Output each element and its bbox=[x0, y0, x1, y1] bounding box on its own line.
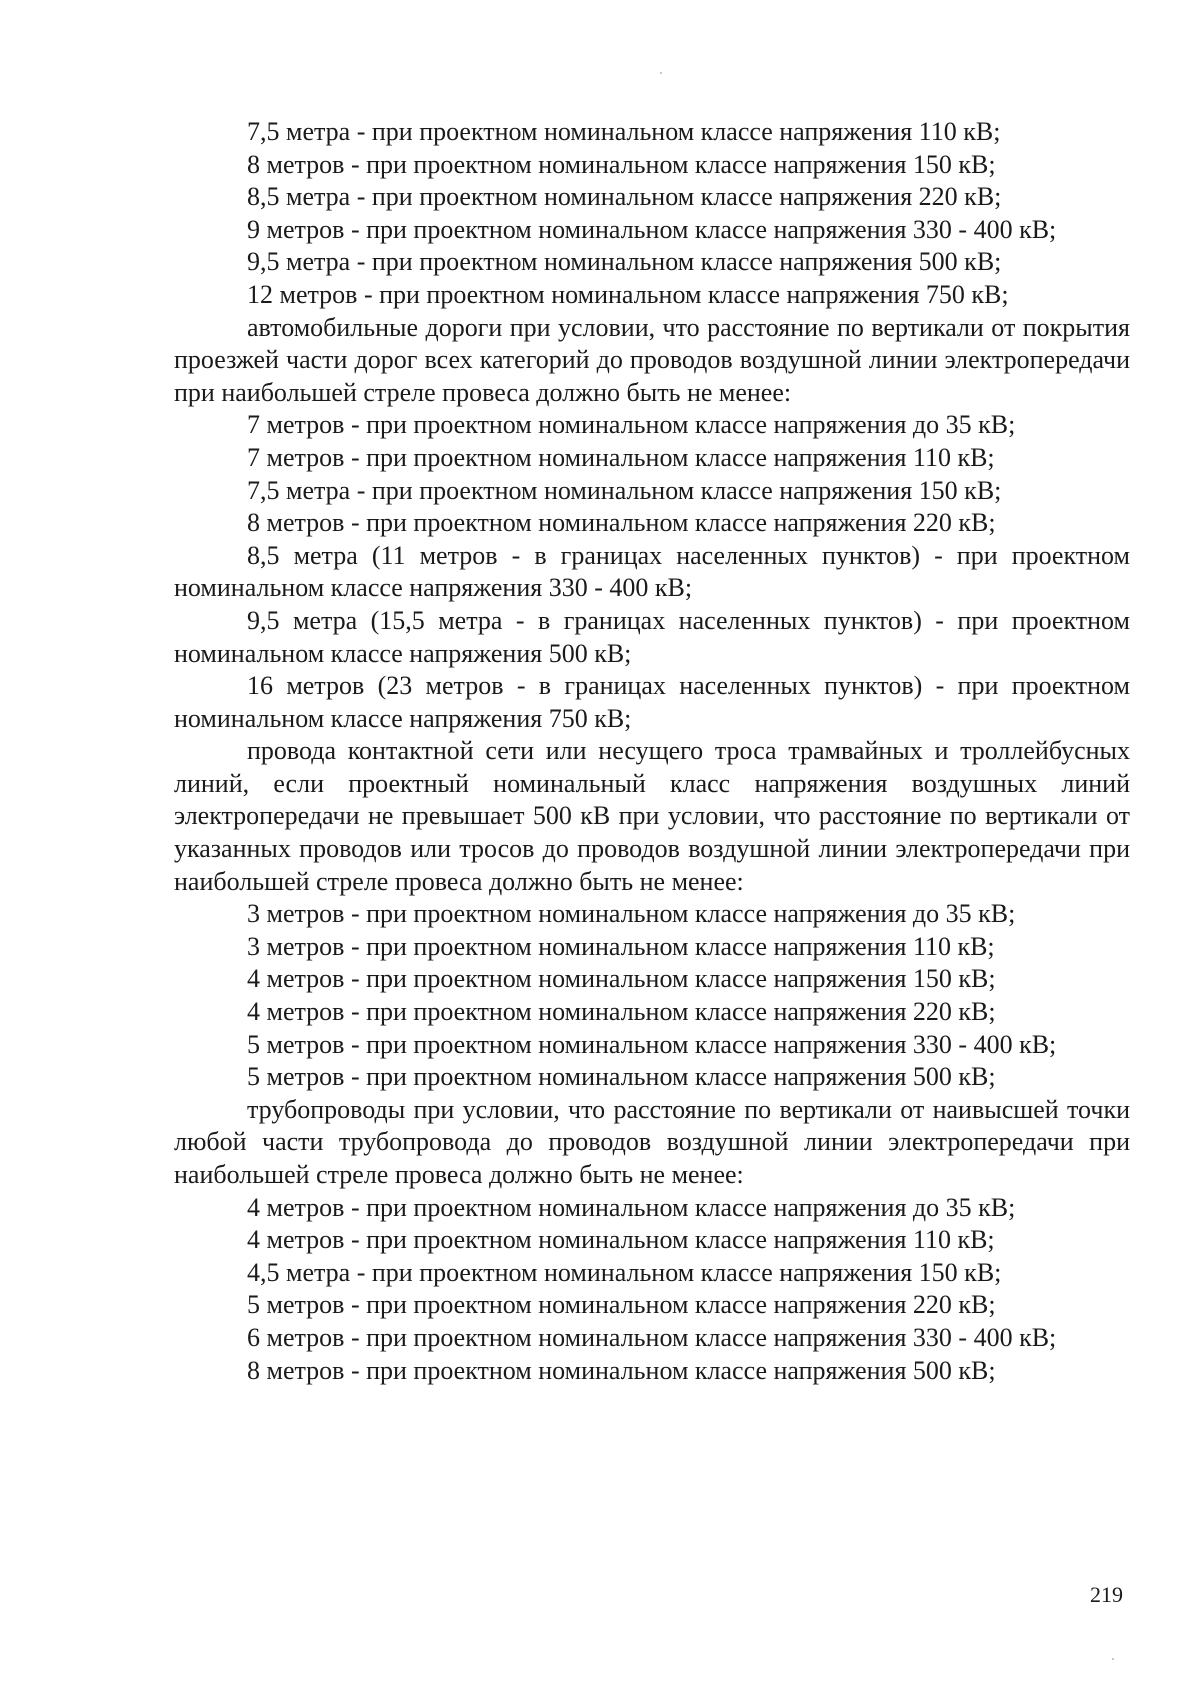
paragraph: 4,5 метра - при проектном номинальном классе напряжения 150 кВ; bbox=[247, 1257, 1002, 1287]
paragraph: 8,5 метра - при проектном номинальном классе напряжения 220 кВ; bbox=[247, 182, 1002, 212]
paragraph: 7,5 метра - при проектном номинальном классе напряжения 150 кВ; bbox=[247, 475, 1002, 505]
paragraph: 4 метров - при проектном номинальном классе напряжения 150 кВ; bbox=[247, 964, 996, 994]
paragraph: 5 метров - при проектном номинальном классе напряжения 220 кВ; bbox=[247, 1290, 996, 1320]
paragraph: провода контактной сети или несущего троса трамвайных и троллейбусных линий, если проектный номинальный класс напряжения воздушных линий электропередачи не превышает 500 кВ при условии, что расстояние по вертикали от указанных проводов или тросов до проводов воздушной линии электропередачи при наибольшей стреле провеса должно быть не менее: bbox=[174, 736, 1130, 896]
paragraph: трубопроводы при условии, что расстояние по вертикали от наивысшей точки любой части трубопровода до проводов воздушной линии электропередачи при наибольшей стреле провеса должно быть не менее: bbox=[174, 1094, 1130, 1189]
paragraph: 4 метров - при проектном номинальном классе напряжения до 35 кВ; bbox=[247, 1192, 1016, 1222]
paragraph: 3 метров - при проектном номинальном классе напряжения 110 кВ; bbox=[247, 931, 995, 961]
paragraph: 8,5 метра (11 метров - в границах населенных пунктов) - при проектном номинальном классе напряжения 330 - 400 кВ; bbox=[174, 540, 1130, 603]
paragraph: 8 метров - при проектном номинальном классе напряжения 500 кВ; bbox=[247, 1355, 996, 1385]
paragraph: автомобильные дороги при условии, что расстояние по вертикали от покрытия проезжей части дорог всех категорий до проводов воздушной линии электропередачи при наибольшей стреле провеса должно быть не менее: bbox=[174, 312, 1130, 407]
paragraph: 8 метров - при проектном номинальном классе напряжения 150 кВ; bbox=[247, 149, 996, 179]
paragraph: 9 метров - при проектном номинальном классе напряжения 330 - 400 кВ; bbox=[247, 214, 1057, 244]
paragraph: 12 метров - при проектном номинальном классе напряжения 750 кВ; bbox=[247, 279, 1009, 309]
scan-speck bbox=[660, 72, 662, 74]
paragraph: 9,5 метра (15,5 метра - в границах населенных пунктов) - при проектном номинальном классе напряжения 500 кВ; bbox=[174, 605, 1130, 668]
paragraph: 4 метров - при проектном номинальном классе напряжения 110 кВ; bbox=[247, 1225, 995, 1255]
paragraph: 5 метров - при проектном номинальном классе напряжения 500 кВ; bbox=[247, 1062, 996, 1092]
paragraph: 4 метров - при проектном номинальном классе напряжения 220 кВ; bbox=[247, 997, 996, 1027]
paragraph: 7,5 метра - при проектном номинальном классе напряжения 110 кВ; bbox=[247, 117, 1001, 146]
document-body bbox=[174, 116, 1130, 1387]
scan-speck bbox=[1112, 1658, 1114, 1660]
paragraph: 7 метров - при проектном номинальном классе напряжения 110 кВ; bbox=[247, 442, 995, 472]
page-number: 219 bbox=[1090, 1582, 1123, 1607]
paragraph: 6 метров - при проектном номинальном классе напряжения 330 - 400 кВ; bbox=[247, 1322, 1057, 1352]
paragraph: 8 метров - при проектном номинальном классе напряжения 220 кВ; bbox=[247, 508, 996, 538]
paragraph: 9,5 метра - при проектном номинальном классе напряжения 500 кВ; bbox=[247, 247, 1002, 277]
paragraph: 3 метров - при проектном номинальном классе напряжения до 35 кВ; bbox=[247, 899, 1016, 929]
paragraph: 5 метров - при проектном номинальном классе напряжения 330 - 400 кВ; bbox=[247, 1029, 1057, 1059]
paragraph: 16 метров (23 метров - в границах населенных пунктов) - при проектном номинальном классе напряжения 750 кВ; bbox=[174, 671, 1130, 733]
paragraph: 7 метров - при проектном номинальном классе напряжения до 35 кВ; bbox=[247, 410, 1016, 440]
